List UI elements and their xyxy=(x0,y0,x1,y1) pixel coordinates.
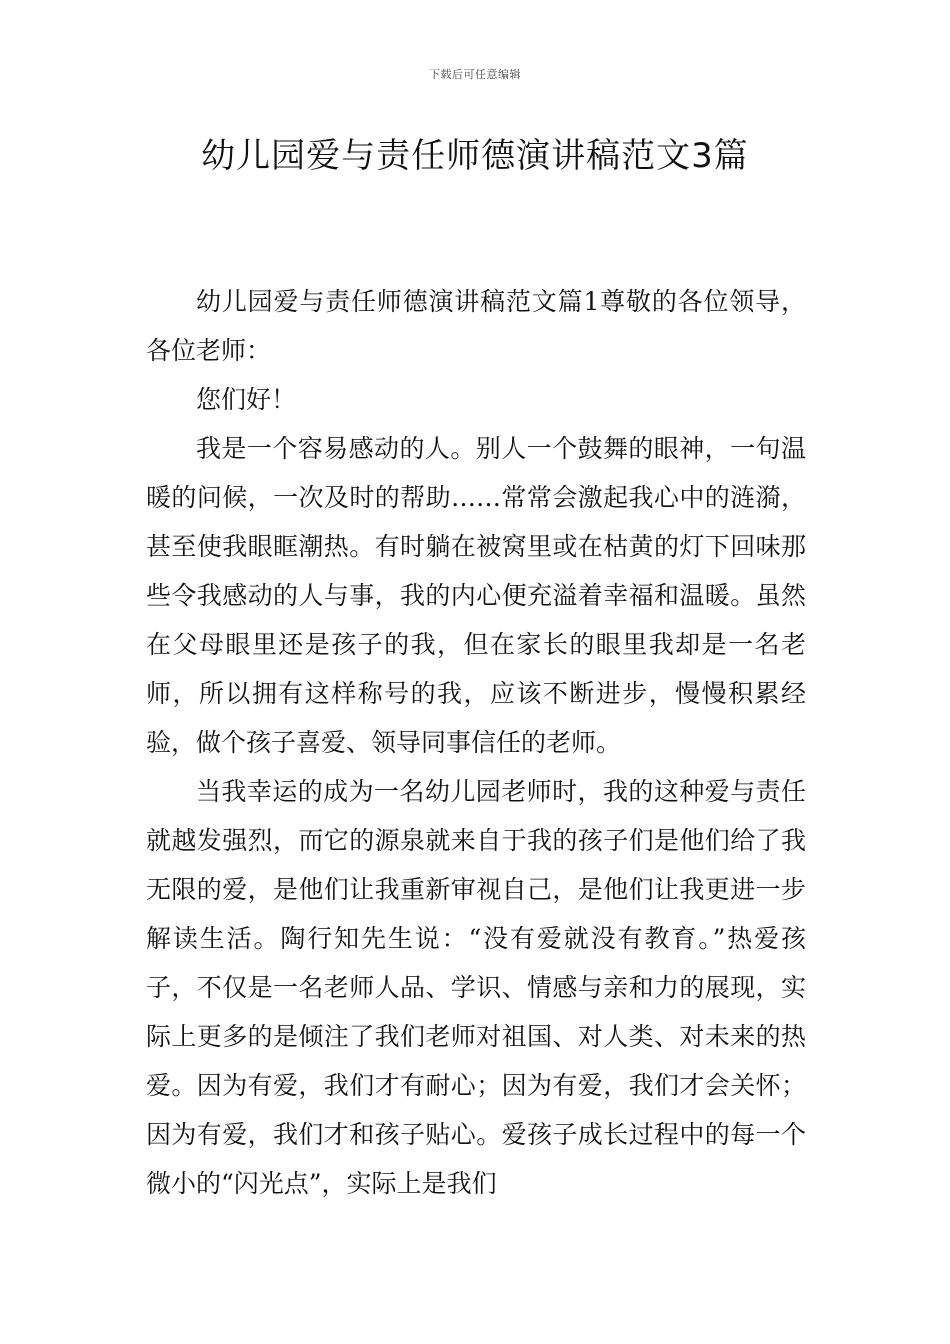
document-title: 幼儿园爱与责任师德演讲稿范文3篇 xyxy=(201,136,749,176)
document-body xyxy=(146,277,806,1208)
paragraph-body-2: 当我幸运的成为一名幼儿园老师时，我的这种爱与责任就越发强烈，而它的源泉就来自于我的孩子们是他们给了我无限的爱，是他们让我重新审视自己，是他们让我更进一步解读生活。陶行知先生说：“没有爱就没有教育。”热爱孩子，不仅是一名老师人品、学识、情感与亲和力的展现，实际上更多的是倾注了我们老师对祖国、对人类、对未来的热爱。因为有爱，我们才有耐心；因为有爱，我们才会关怀；因为有爱，我们才和孩子贴心。爱孩子成长过程中的每一个微小的“闪光点”，实际上是我们 xyxy=(146,777,806,1198)
paragraph-salutation: 您们好！ xyxy=(196,385,297,414)
header-note: 下载后可任意编辑 xyxy=(429,68,521,81)
paragraph-body-1: 我是一个容易感动的人。别人一个鼓舞的眼神，一句温暖的问候，一次及时的帮助……常常会激起我心中的涟漪，甚至使我眼眶潮热。有时躺在被窝里或在枯黄的灯下回味那些令我感动的人与事，我的内心便充溢着幸福和温暖。虽然在父母眼里还是孩子的我，但在家长的眼里我却是一名老师，所以拥有这样称号的我，应该不断进步，慢慢积累经验，做个孩子喜爱、领导同事信任的老师。 xyxy=(146,434,806,757)
paragraph-greeting: 幼儿园爱与责任师德演讲稿范文篇1尊敬的各位领导，各位老师： xyxy=(146,287,806,365)
